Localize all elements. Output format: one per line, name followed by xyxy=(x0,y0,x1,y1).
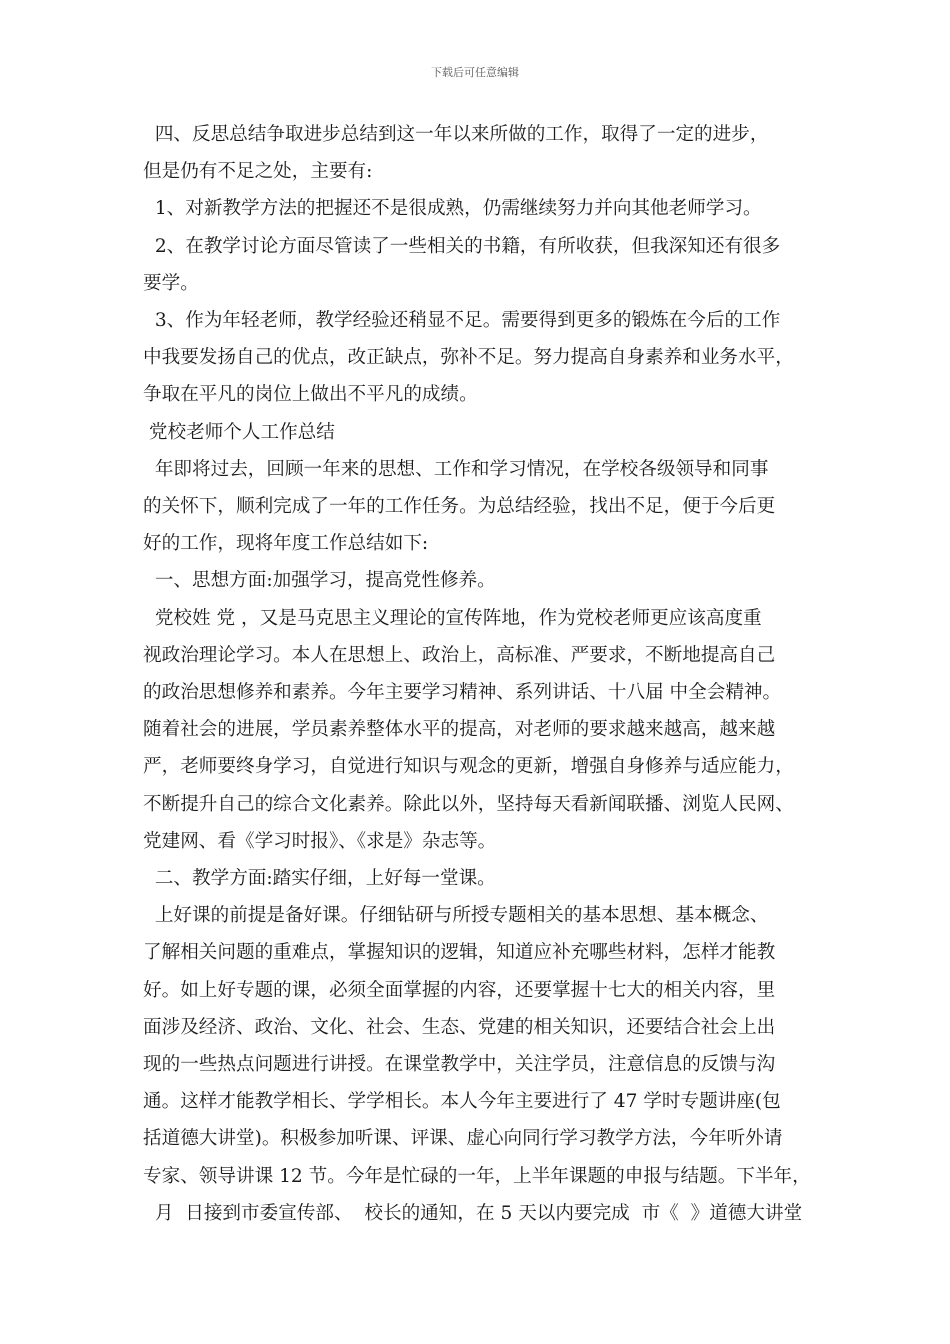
text-line: 的关怀下，顺利完成了一年的工作任务。为总结经验，找出不足，便于今后更 xyxy=(143,496,776,517)
text-line: 通。这样才能教学相长、学学相长。本人今年主要进行了 47 学时专题讲座(包 xyxy=(143,1091,781,1112)
text-line: 好。如上好专题的课，必须全面掌握的内容，还要掌握十七大的相关内容，里 xyxy=(143,980,776,1001)
text-line: 年即将过去，回顾一年来的思想、工作和学习情况，在学校各级领导和同事 xyxy=(143,459,769,480)
text-line: 2、在教学讨论方面尽管读了一些相关的书籍，有所收获，但我深知还有很多 xyxy=(143,236,781,257)
text-line: 党校老师个人工作总结 xyxy=(143,422,335,443)
text-line: 中我要发扬自己的优点，改正缺点，弥补不足。努力提高自身素养和业务水平， xyxy=(143,347,794,368)
page-header: 下载后可任意编辑 xyxy=(431,66,519,79)
text-line: 专家、领导讲课 12 节。今年是忙碌的一年，上半年课题的申报与结题。下半年， xyxy=(143,1166,811,1187)
text-line: 严，老师要终身学习，自觉进行知识与观念的更新，增强自身修养与适应能力， xyxy=(143,756,794,777)
text-line: 争取在平凡的岗位上做出不平凡的成绩。 xyxy=(143,384,478,405)
text-line: 括道德大讲堂)。积极参加听课、评课、虚心向同行学习教学方法，今年听外请 xyxy=(143,1128,783,1149)
text-line: 3、作为年轻老师，教学经验还稍显不足。需要得到更多的锻炼在今后的工作 xyxy=(143,310,781,331)
text-line: 但是仍有不足之处，主要有: xyxy=(143,161,373,182)
text-line: 要学。 xyxy=(143,273,199,294)
text-line: 视政治理论学习。本人在思想上、政治上，高标准、严要求，不断地提高自己 xyxy=(143,645,776,666)
text-line: 好的工作，现将年度工作总结如下: xyxy=(143,533,429,554)
text-line: 了解相关问题的重难点，掌握知识的逻辑，知道应补充哪些材料，怎样才能教 xyxy=(143,942,776,963)
text-line: 的政治思想修养和素养。今年主要学习精神、系列讲话、十八届 中全会精神。 xyxy=(143,682,782,703)
text-line: 党建网、看《学习时报》、《求是》杂志等。 xyxy=(143,831,497,852)
text-line: 1、对新教学方法的把握还不是很成熟，仍需继续努力并向其他老师学习。 xyxy=(143,198,762,219)
text-line: 党校姓 党 ，又是马克思主义理论的宣传阵地，作为党校老师更应该高度重 xyxy=(143,608,762,629)
text-line: 现的一些热点问题进行讲授。在课堂教学中，关注学员，注意信息的反馈与沟 xyxy=(143,1054,776,1075)
text-line: 四、反思总结争取进步总结到这一年以来所做的工作，取得了一定的进步， xyxy=(143,124,769,145)
text-line: 月 日接到市委宣传部、 校长的通知，在 5 天以内要完成 市《 》道德大讲堂 xyxy=(143,1203,803,1224)
text-line: 二、教学方面:踏实仔细，上好每一堂课。 xyxy=(143,868,496,889)
text-line: 不断提升自己的综合文化素养。除此以外，坚持每天看新闻联播、浏览人民网、 xyxy=(143,794,794,815)
text-line: 面涉及经济、政治、文化、社会、生态、党建的相关知识，还要结合社会上出 xyxy=(143,1017,776,1038)
text-line: 随着社会的进展，学员素养整体水平的提高，对老师的要求越来越高，越来越 xyxy=(143,719,776,740)
text-line: 一、思想方面:加强学习，提高党性修养。 xyxy=(143,570,496,591)
text-line: 上好课的前提是备好课。仔细钻研与所授专题相关的基本思想、基本概念、 xyxy=(143,905,769,926)
